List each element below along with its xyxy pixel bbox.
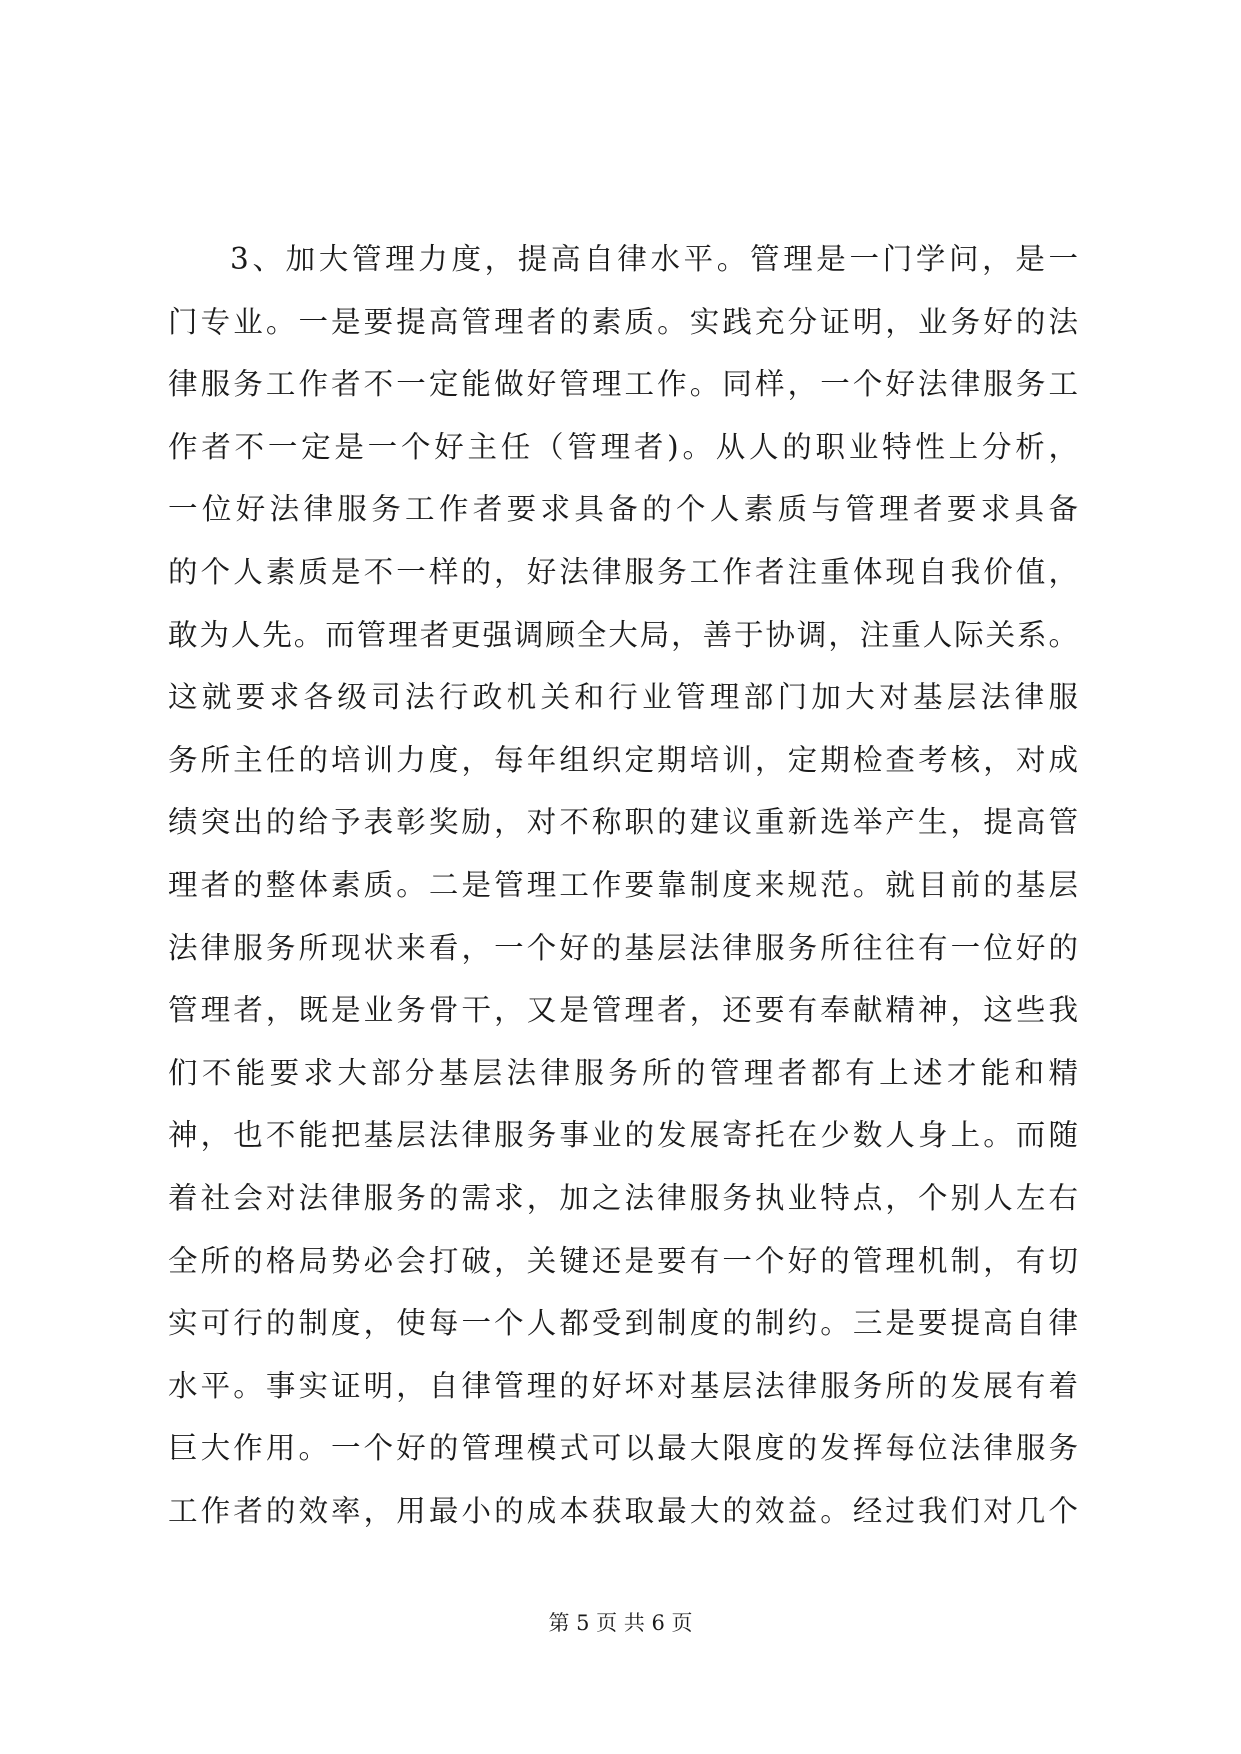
text-line: 巨大作用。一个好的管理模式可以最大限度的发挥每位法律服务 bbox=[168, 1431, 1078, 1466]
text-line: 工作者的效率，用最小的成本获取最大的效益。经过我们对几个 bbox=[168, 1493, 1078, 1528]
text-line: 理者的整体素质。二是管理工作要靠制度来规范。就目前的基层 bbox=[168, 867, 1078, 902]
text-line: 着社会对法律服务的需求，加之法律服务执业特点，个别人左右 bbox=[168, 1180, 1078, 1215]
text-line: 实可行的制度，使每一个人都受到制度的制约。三是要提高自律 bbox=[168, 1306, 1078, 1341]
text-line: 绩突出的给予表彰奖励，对不称职的建议重新选举产生，提高管 bbox=[168, 805, 1078, 840]
text-line: 作者不一定是一个好主任（管理者)。从人的职业特性上分析， bbox=[168, 429, 1078, 464]
text-line: 门专业。一是要提高管理者的素质。实践充分证明，业务好的法 bbox=[168, 304, 1078, 339]
text-line: 水平。事实证明，自律管理的好坏对基层法律服务所的发展有着 bbox=[168, 1368, 1078, 1403]
text-line: 管理者，既是业务骨干，又是管理者，还要有奉献精神，这些我 bbox=[168, 993, 1078, 1028]
text-line: 律服务工作者不一定能做好管理工作。同样，一个好法律服务工 bbox=[168, 367, 1078, 402]
text-line: 敢为人先。而管理者更强调顾全大局，善于协调，注重人际关系。 bbox=[168, 617, 1078, 652]
text-line: 这就要求各级司法行政机关和行业管理部门加大对基层法律服 bbox=[168, 680, 1078, 715]
text-line: 务所主任的培训力度，每年组织定期培训，定期检查考核，对成 bbox=[168, 742, 1078, 777]
body-paragraph bbox=[168, 228, 1078, 1542]
text-line: 全所的格局势必会打破，关键还是要有一个好的管理机制，有切 bbox=[168, 1243, 1078, 1278]
text-line: 们不能要求大部分基层法律服务所的管理者都有上述才能和精 bbox=[168, 1055, 1078, 1090]
text-line: 一位好法律服务工作者要求具备的个人素质与管理者要求具备 bbox=[168, 492, 1078, 527]
text-line: 神，也不能把基层法律服务事业的发展寄托在少数人身上。而随 bbox=[168, 1118, 1078, 1153]
page-number-footer: 第 5 页 共 6 页 bbox=[548, 1611, 693, 1635]
text-line: 的个人素质是不一样的，好法律服务工作者注重体现自我价值， bbox=[168, 554, 1078, 589]
text-line: 法律服务所现状来看，一个好的基层法律服务所往往有一位好的 bbox=[168, 930, 1078, 965]
text-line: 3、加大管理力度，提高自律水平。管理是一门学问，是一 bbox=[230, 242, 1078, 276]
